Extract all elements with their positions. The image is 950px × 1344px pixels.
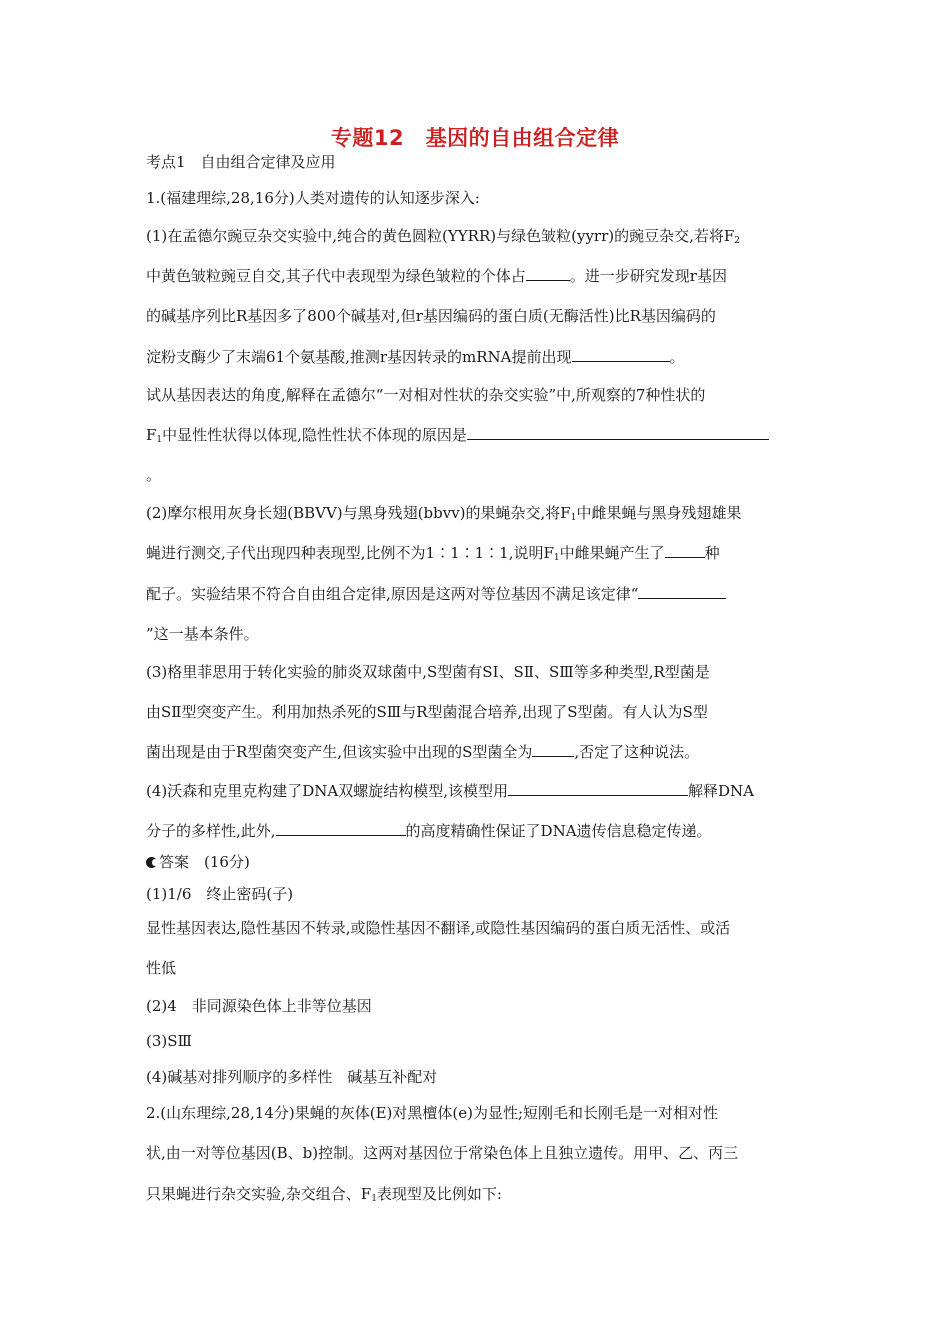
question-1-part-3-line-2: 由SⅡ型突变产生。利用加热杀死的SⅢ与R型菌混合培养,出现了S型菌。有人认为S型 bbox=[146, 703, 708, 721]
answer-blank bbox=[276, 821, 406, 836]
answer-blank bbox=[572, 347, 670, 362]
page-title: 专题12 基因的自由组合定律 bbox=[330, 126, 620, 150]
answer-1-explanation: 显性基因表达,隐性基因不转录,或隐性基因不翻译,或隐性基因编码的蛋白质无活性、或活 bbox=[146, 919, 731, 937]
answer-1-explanation-cont: 性低 bbox=[146, 959, 177, 977]
question-2-line-3: 只果蝇进行杂交实验,杂交组合、$F_1$表现型及比例如下: bbox=[146, 1185, 502, 1204]
answer-blank bbox=[665, 543, 705, 558]
question-1-part-1-line-4: 淀粉支酶少了末端61个氨基酸,推测r基因转录的mRNA提前出现 。 bbox=[146, 348, 685, 366]
question-1-part-1-line-1: (1)在孟德尔豌豆杂交实验中,纯合的黄色圆粒(YYRR)与绿色皱粒(yyrr)的豌豆杂交,若将$F_2$ bbox=[146, 227, 741, 246]
question-2-line-1: 2.(山东理综,28,14分)果蝇的灰体(E)对黑檀体(e)为显性;短刚毛和长刚毛是一对相对性 bbox=[146, 1104, 719, 1122]
answer-blank bbox=[638, 584, 726, 599]
answer-blank bbox=[467, 425, 769, 440]
question-2-line-2: 状,由一对等位基因(B、b)控制。这两对基因位于常染色体上且独立遗传。用甲、乙、丙三 bbox=[146, 1144, 739, 1162]
question-1-part-1-line-3: 的碱基序列比R基因多了800个碱基对,但r基因编码的蛋白质(无酶活性)比R基因编码的 bbox=[146, 307, 716, 325]
question-1-part-1-line-6: $F_1$中显性性状得以体现,隐性性状不体现的原因是 bbox=[146, 425, 769, 450]
answer-1: (1)1/6 终止密码(子) bbox=[146, 885, 294, 903]
question-1-part-1-line-5: 试从基因表达的角度,解释在孟德尔“一对相对性状的杂交实验”中,所观察的7种性状的 bbox=[146, 386, 706, 404]
answer-heading: 答案 (16分) bbox=[146, 852, 250, 872]
question-1-part-2-line-3: 配子。实验结果不符合自由组合定律,原因是这两对等位基因不满足该定律“ bbox=[146, 584, 726, 604]
section-heading: 考点1 自由组合定律及应用 bbox=[146, 153, 336, 171]
answer-blank bbox=[532, 742, 574, 757]
answer-marker-icon bbox=[146, 857, 157, 868]
question-1-part-2-line-2: 蝇进行测交,子代出现四种表现型,比例不为1∶1∶1∶1,说明$F_1$中雌果蝇产生了 种 bbox=[146, 544, 720, 563]
answer-2: (2)4 非同源染色体上非等位基因 bbox=[146, 997, 372, 1015]
question-1-part-2-line-4: ”这一基本条件。 bbox=[146, 625, 259, 643]
answer-3: (3)SⅢ bbox=[146, 1032, 192, 1050]
answer-blank bbox=[526, 266, 570, 281]
answer-4: (4)碱基对排列顺序的多样性 碱基互补配对 bbox=[146, 1068, 438, 1086]
question-1-part-2-line-1: (2)摩尔根用灰身长翅(BBVV)与黑身残翅(bbvv)的果蝇杂交,将$F_1$中雌果蝇与黑身残翅雄果 bbox=[146, 504, 742, 523]
question-1-part-4-line-2: 分子的多样性,此外, 的高度精确性保证了DNA遗传信息稳定传递。 bbox=[146, 822, 712, 840]
answer-blank bbox=[508, 781, 688, 796]
question-1-part-3-line-3: 菌出现是由于R型菌突变产生,但该实验中出现的S型菌全为 ,否定了这种说法。 bbox=[146, 743, 700, 761]
question-1-part-1-line-2: 中黄色皱粒豌豆自交,其子代中表现型为绿色皱粒的个体占 。进一步研究发现r基因 bbox=[146, 267, 727, 285]
question-1-part-4-line-1: (4)沃森和克里克构建了DNA双螺旋结构模型,该模型用 解释DNA bbox=[146, 782, 754, 800]
question-1-part-1-line-7: 。 bbox=[146, 466, 162, 484]
question-1-stem: 1.(福建理综,28,16分)人类对遗传的认知逐步深入: bbox=[146, 189, 480, 207]
question-1-part-3-line-1: (3)格里菲思用于转化实验的肺炎双球菌中,S型菌有SⅠ、SⅡ、SⅢ等多种类型,R型菌是 bbox=[146, 663, 710, 681]
